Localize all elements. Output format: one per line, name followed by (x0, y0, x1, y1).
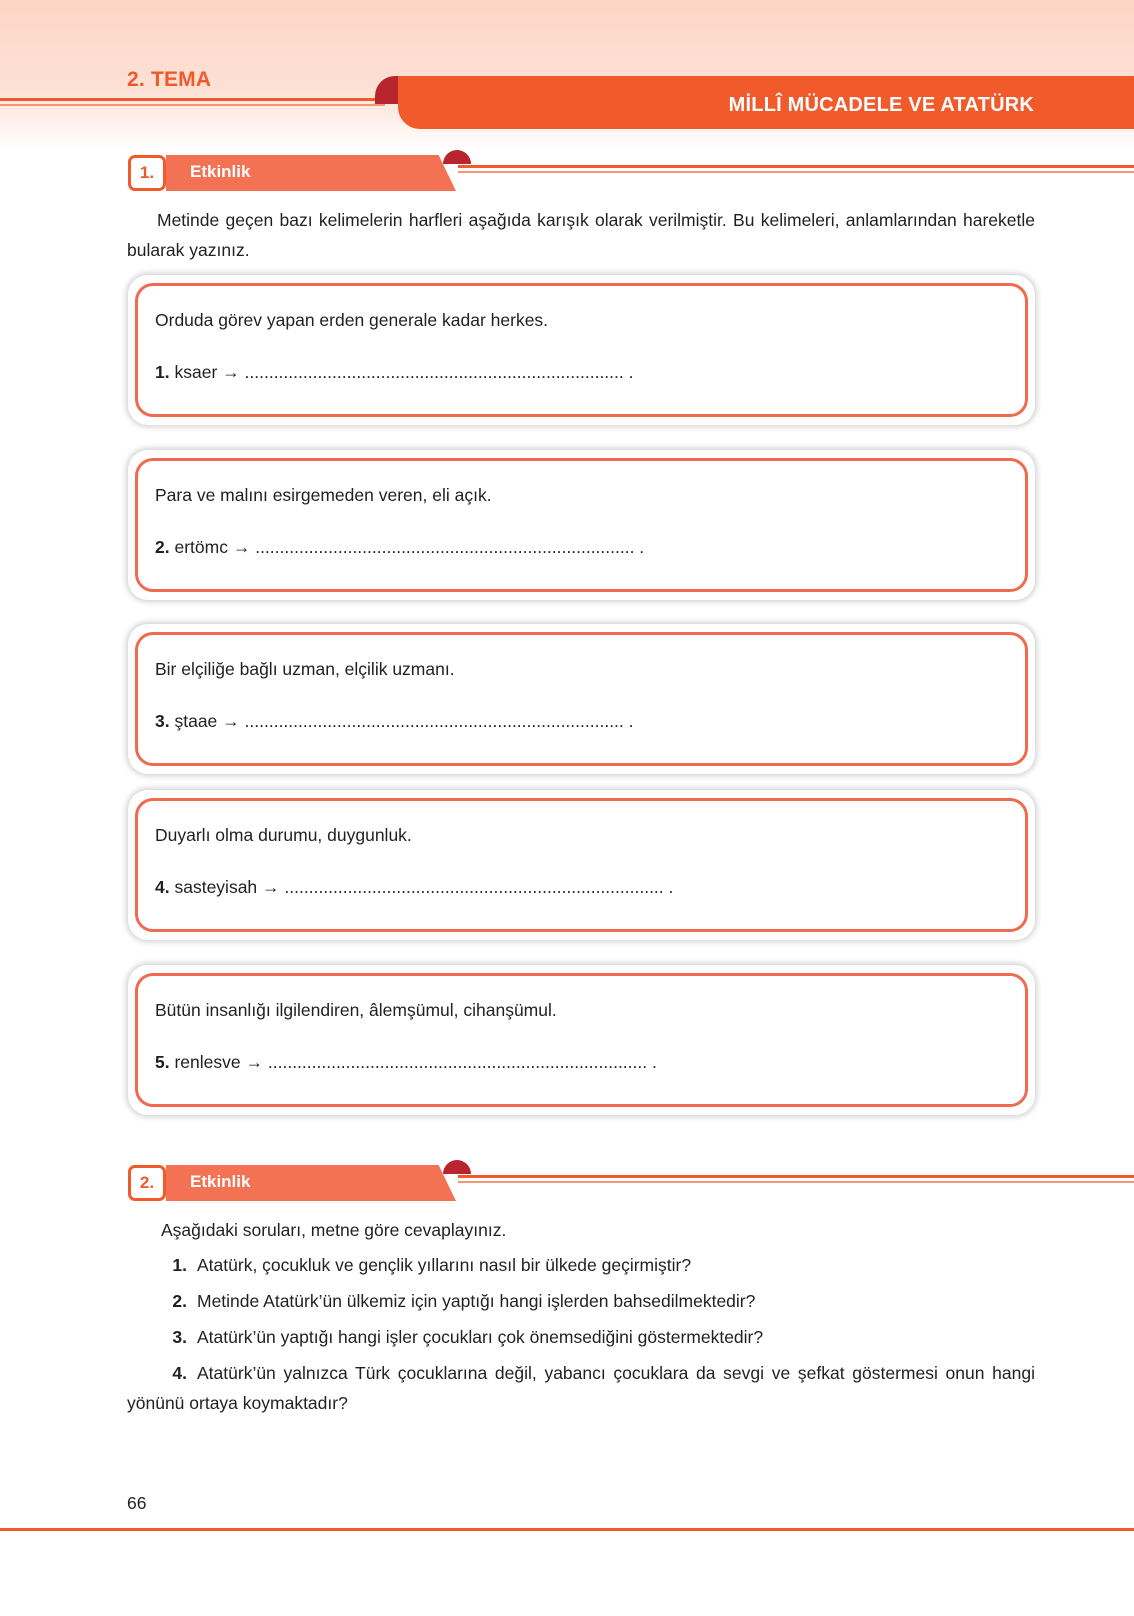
card-definition: Bütün insanlığı ilgilendiren, âlemşümul, cihanşümul. (155, 1000, 557, 1020)
activity-1-header (128, 155, 1134, 195)
card-definition: Bir elçiliğe bağlı uzman, elçilik uzmanı. (155, 659, 455, 679)
question-number: 2. (172, 1291, 187, 1311)
activity-rule-thin (458, 171, 1134, 173)
question-text: Atatürk’ün yaptığı hangi işler çocukları çok önemsediğini göstermektedir? (197, 1327, 764, 1347)
word-card-1 (128, 275, 1035, 425)
card-answer-line[interactable] (155, 537, 644, 558)
activity-label: Etkinlik (190, 1172, 251, 1191)
activity-1-instruction: Metinde geçen bazı kelimelerin harfleri aşağıda karışık olarak verilmiştir. Bu kelimeleri, anlamlarından hareketle bularak yazınız. (127, 210, 1035, 260)
activity-tab-decoration (443, 150, 471, 164)
answer-blank[interactable]: → .............................................................................. . (262, 877, 674, 897)
word-card-2 (128, 450, 1035, 600)
theme-label: 2. TEMA (127, 68, 212, 91)
activity-number: 1. (128, 155, 166, 191)
card-number: 2. (155, 537, 170, 557)
question-text: Metinde Atatürk’ün ülkemiz için yaptığı hangi işlerden bahsedilmektedir? (197, 1291, 756, 1311)
card-number: 4. (155, 877, 170, 897)
card-number: 5. (155, 1052, 170, 1072)
activity-2-header (128, 1165, 1134, 1205)
activity-rule (458, 1175, 1134, 1178)
question-number: 4. (172, 1363, 187, 1383)
word-card-4 (128, 790, 1035, 940)
activity-label: Etkinlik (190, 162, 251, 181)
scrambled-word: renlesve (174, 1052, 241, 1072)
answer-blank[interactable]: → .............................................................................. . (222, 711, 634, 731)
footer-rule (0, 1528, 1134, 1531)
question-text: Atatürk, çocukluk ve gençlik yıllarını nasıl bir ülkede geçirmiştir? (197, 1255, 692, 1275)
card-answer-line[interactable] (155, 877, 673, 898)
answer-blank[interactable]: → .............................................................................. . (245, 1052, 657, 1072)
scrambled-word: sasteyisah (174, 877, 258, 897)
unit-title: MİLLÎ MÜCADELE VE ATATÜRK (728, 94, 1034, 116)
scrambled-word: ksaer (174, 362, 218, 382)
theme-rule (0, 98, 385, 101)
card-definition: Para ve malını esirgemeden veren, eli açık. (155, 485, 492, 505)
scrambled-word: ertömc (174, 537, 228, 557)
card-definition: Orduda görev yapan erden generale kadar herkes. (155, 310, 549, 330)
card-number: 1. (155, 362, 170, 382)
activity-tab-decoration (443, 1160, 471, 1174)
card-number: 3. (155, 711, 170, 731)
theme-rule-thin (0, 104, 385, 106)
answer-blank[interactable]: → .............................................................................. . (222, 362, 634, 382)
page-number: 66 (127, 1493, 147, 1513)
card-answer-line[interactable] (155, 1052, 657, 1073)
question-number: 1. (172, 1255, 187, 1275)
activity-2-instruction: Aşağıdaki soruları, metne göre cevaplayınız. (161, 1220, 507, 1240)
question-3 (127, 1322, 1069, 1352)
question-number: 3. (172, 1327, 187, 1347)
answer-blank[interactable]: → .............................................................................. . (232, 537, 645, 557)
word-card-3 (128, 624, 1035, 774)
question-1 (127, 1250, 1069, 1280)
card-answer-line[interactable] (155, 362, 633, 383)
card-answer-line[interactable] (155, 711, 634, 732)
word-card-5 (128, 965, 1035, 1115)
activity-number: 2. (128, 1165, 166, 1201)
question-2 (127, 1286, 1069, 1316)
question-text: Atatürk’ün yalnızca Türk çocuklarına değil, yabancı çocuklara da sevgi ve şefkat göstermesi onun hangi yönünü ortaya koymaktadır? (127, 1363, 1035, 1413)
activity-rule-thin (458, 1181, 1134, 1183)
question-4 (127, 1358, 1035, 1418)
card-definition: Duyarlı olma durumu, duygunluk. (155, 825, 412, 845)
scrambled-word: ştaae (174, 711, 218, 731)
activity-rule (458, 165, 1134, 168)
